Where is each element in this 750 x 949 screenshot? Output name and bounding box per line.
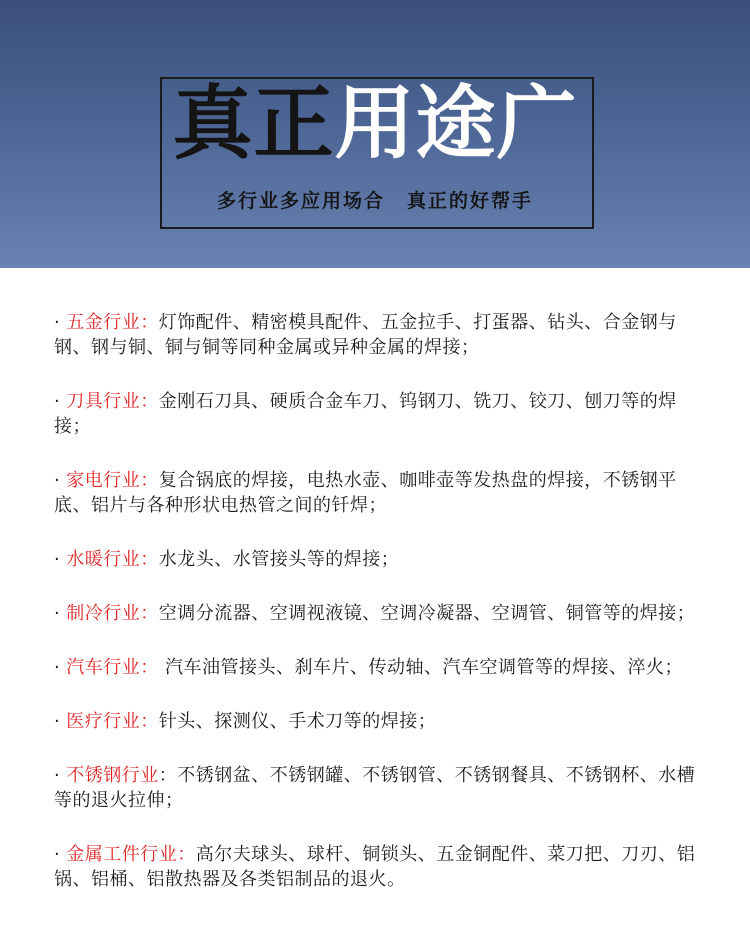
bullet: · [54,312,61,333]
industry-name: 不锈钢行业 [66,765,159,786]
bullet: · [54,657,61,678]
industry-name: 刀具行业： [66,391,159,412]
list-item [54,763,704,813]
industry-description: 复合锅底的焊接，电热水壶、咖啡壶等发热盘的焊接，不锈钢平底、铝片与各种形状电热管之间的钎焊； [54,470,677,516]
bullet: · [54,391,61,412]
list-item [54,468,704,518]
header-banner [0,0,750,268]
title-dark-part: 真正 [172,77,335,170]
bullet: · [54,470,61,491]
industry-description: 灯饰配件、精密模具配件、五金拉手、打蛋器、钻头、合金钢与钢、钢与铜、铜与铜等同种金属或异种金属的焊接； [54,312,677,358]
title-light-part: 用途广 [334,77,578,170]
industry-description: 汽车油管接头、刹车片、传动轴、汽车空调管等的焊接、淬火； [158,657,683,678]
bullet: · [54,711,61,732]
industry-name: 医疗行业： [66,711,159,732]
list-item [54,601,704,626]
industry-list [54,310,704,921]
list-item [54,389,704,439]
list-item [54,547,704,572]
bullet: · [54,844,61,865]
bullet: · [54,603,61,624]
industry-name: 金属工件行业： [66,844,196,865]
subtitle-left: 多行业多应用场合 [216,190,385,212]
subtitle-right: 真正的好帮手 [407,190,534,212]
industry-name: 家电行业： [66,470,159,491]
industry-description: 针头、探测仪、手术刀等的焊接； [158,711,437,732]
industry-description: 空调分流器、空调视液镜、空调冷凝器、空调管、铜管等的焊接； [158,603,696,624]
industry-description: 水龙头、水管接头等的焊接； [158,549,400,570]
industry-description: ：不锈钢盆、不锈钢罐、不锈钢管、不锈钢餐具、不锈钢杯、水槽等的退火拉伸； [54,765,696,811]
industry-name: 制冷行业： [66,603,159,624]
list-item [54,310,704,360]
bullet: · [54,765,61,786]
list-item [54,709,704,734]
industry-description: 金刚石刀具、硬质合金车刀、钨钢刀、铣刀、铰刀、刨刀等的焊接； [54,391,677,437]
industry-name: 水暖行业： [66,549,159,570]
list-item [54,842,704,892]
industry-description: 高尔夫球头、球杆、铜锁头、五金铜配件、菜刀把、刀刃、铝锅、铝桶、铝散热器及各类铝制品的退火。 [54,844,696,890]
bullet: · [54,549,61,570]
page-subtitle [0,186,750,213]
list-item [54,655,704,680]
industry-name: 五金行业： [66,312,159,333]
industry-name: 汽车行业： [66,657,159,678]
page-title [0,78,750,170]
